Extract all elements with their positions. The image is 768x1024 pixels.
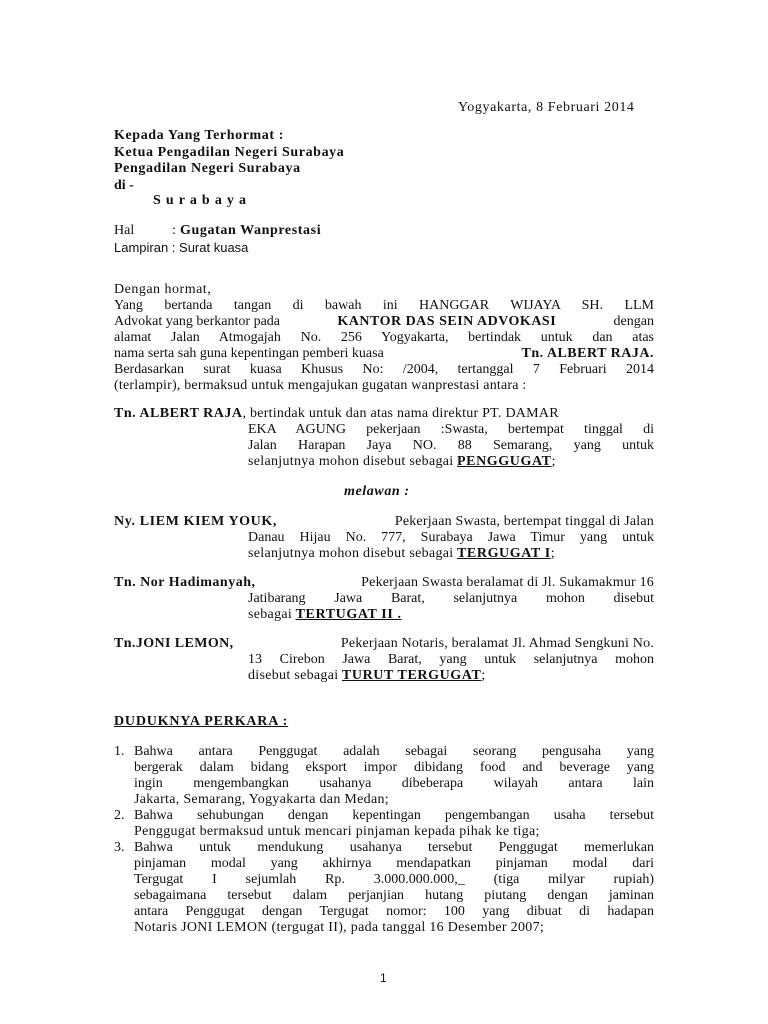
opening-line-1: Yang bertanda tangan di bawah ini HANGGAR WIJAYA SH. LLM [114, 298, 654, 313]
page-number: 1 [380, 971, 387, 985]
turut-name: Tn.JONI LEMON, [114, 636, 234, 651]
tergugat2-name: Tn. Nor Hadimanyah, [114, 575, 256, 590]
addressee-line-2: Ketua Pengadilan Negeri Surabaya [114, 145, 345, 160]
list-item-line: Tergugat I sejumlah Rp. 3.000.000.000,_ (tiga milyar rupiah) [134, 872, 654, 887]
list-item-line: Penggugat bermaksud untuk mencari pinjaman kepada pihak ke tiga; [134, 824, 540, 839]
turut-label: TURUT TERGUGAT [341, 668, 482, 683]
penggugat-line-1 [114, 406, 654, 422]
opening-line-4 [114, 346, 654, 362]
list-item-number: 3. [114, 840, 125, 855]
tergugat1-semicolon: ; [550, 546, 555, 561]
tergugat1-name: Ny. LIEM KIEM YOUK, [114, 514, 277, 529]
law-firm-name: KANTOR DAS SEIN ADVOKASI [337, 314, 557, 329]
tergugat2-line-3 [248, 607, 402, 623]
tergugat2-text-3: sebagai [248, 607, 293, 622]
opening-line-3: alamat Jalan Atmogajah No. 256 Yogyakarta, bertindak untuk dan atas [114, 330, 654, 345]
greeting: Dengan hormat, [114, 282, 212, 297]
list-item-number: 1. [114, 744, 125, 759]
opening-line-6: (terlampir), bermaksud untuk mengajukan gugatan wanprestasi antara : [114, 378, 527, 393]
duduknya-heading: DUDUKNYA PERKARA : [114, 714, 289, 729]
tergugat2-line-2: Jatibarang Jawa Barat, selanjutnya mohon disebut [248, 591, 654, 606]
turut-line-1 [114, 636, 654, 652]
list-item-line: antara Penggugat dengan Tergugat nomor: 100 yang dibuat di hadapan [134, 904, 654, 919]
hal-separator: : [172, 223, 176, 238]
hal-value: Gugatan Wanprestasi [180, 223, 322, 238]
turut-line-3 [248, 668, 485, 684]
tergugat1-line-2: Danau Hijau No. 777, Surabaya Jawa Timur yang untuk [248, 530, 654, 545]
list-item-line: pinjaman modal yang akhirnya mendapatkan pinjaman modal dari [134, 856, 654, 871]
list-item-line: Bahwa antara Penggugat adalah sebagai seorang pengusaha yang [134, 744, 654, 759]
tergugat2-text-1: Pekerjaan Swasta beralamat di Jl. Sukamakmur 16 [361, 575, 654, 590]
penggugat-text-1: , bertindak untuk dan atas nama direktur PT. DAMAR [242, 406, 559, 421]
melawan-label: melawan : [344, 484, 410, 499]
list-item-line: Bahwa sehubungan dengan kepentingan pengembangan usaha tersebut [134, 808, 654, 823]
addressee-city: S u r a b a y a [153, 193, 247, 208]
list-item-line: Bahwa untuk mendukung usahanya tersebut Penggugat memerlukan [134, 840, 654, 855]
tergugat1-text-3: selanjutnya mohon disebut sebagai [248, 546, 454, 561]
opening-line-5: Berdasarkan surat kuasa Khusus No: /2004, tertanggal 7 Februari 2014 [114, 362, 654, 377]
opening-line-2-c: dengan [613, 314, 654, 329]
hal-label: Hal [114, 223, 135, 238]
turut-semicolon: ; [481, 668, 486, 683]
turut-line-2: 13 Cirebon Jawa Barat, yang untuk selanjutnya mohon [248, 652, 654, 667]
addressee-line-3: Pengadilan Negeri Surabaya [114, 161, 301, 176]
tergugat1-label: TERGUGAT I [456, 546, 551, 561]
list-item-line: sebagaimana tersebut dalam perjanjian hutang piutang dengan jaminan [134, 888, 654, 903]
date-line: Yogyakarta, 8 Februari 2014 [458, 100, 635, 115]
list-item-line: Notaris JONI LEMON (tergugat II), pada tanggal 16 Desember 2007; [134, 920, 545, 935]
client-name: Tn. ALBERT RAJA. [521, 346, 654, 361]
tergugat2-label: TERTUGAT II . [295, 607, 402, 622]
list-item-number: 2. [114, 808, 125, 823]
penggugat-line-3: Jalan Harapan Jaya NO. 88 Semarang, yang untuk [248, 438, 654, 453]
opening-line-2-a: Advokat yang berkantor pada [114, 314, 280, 329]
opening-line-4-a: nama serta sah guna kepentingan pemberi kuasa [114, 346, 384, 361]
turut-text-3: disebut sebagai [248, 668, 339, 683]
penggugat-label: PENGGUGAT [456, 454, 552, 469]
tergugat1-line-1 [114, 514, 654, 530]
penggugat-name: Tn. ALBERT RAJA [114, 406, 243, 421]
addressee-line-4: di - [114, 178, 134, 193]
tergugat2-line-1 [114, 575, 654, 591]
list-item-line: bergerak dalam bidang eksport impor dibidang food and beverage yang [134, 760, 654, 775]
list-item-line: Jakarta, Semarang, Yogyakarta dan Medan; [134, 792, 389, 807]
penggugat-line-4 [248, 454, 555, 470]
opening-line-2 [114, 314, 654, 330]
penggugat-line-2: EKA AGUNG pekerjaan :Swasta, bertempat tinggal di [248, 422, 654, 437]
tergugat1-text-1: Pekerjaan Swasta, bertempat tinggal di Jalan [394, 514, 654, 529]
tergugat1-line-3 [248, 546, 555, 562]
lampiran-line: Lampiran : Surat kuasa [114, 240, 249, 255]
penggugat-text-4: selanjutnya mohon disebut sebagai [248, 454, 454, 469]
penggugat-semicolon: ; [551, 454, 556, 469]
list-item-line: ingin mengembangkan usahanya dibeberapa wilayah antara lain [134, 776, 654, 791]
turut-text-1: Pekerjaan Notaris, beralamat Jl. Ahmad Sengkuni No. [340, 636, 654, 651]
addressee-line-1: Kepada Yang Terhormat : [114, 128, 285, 143]
